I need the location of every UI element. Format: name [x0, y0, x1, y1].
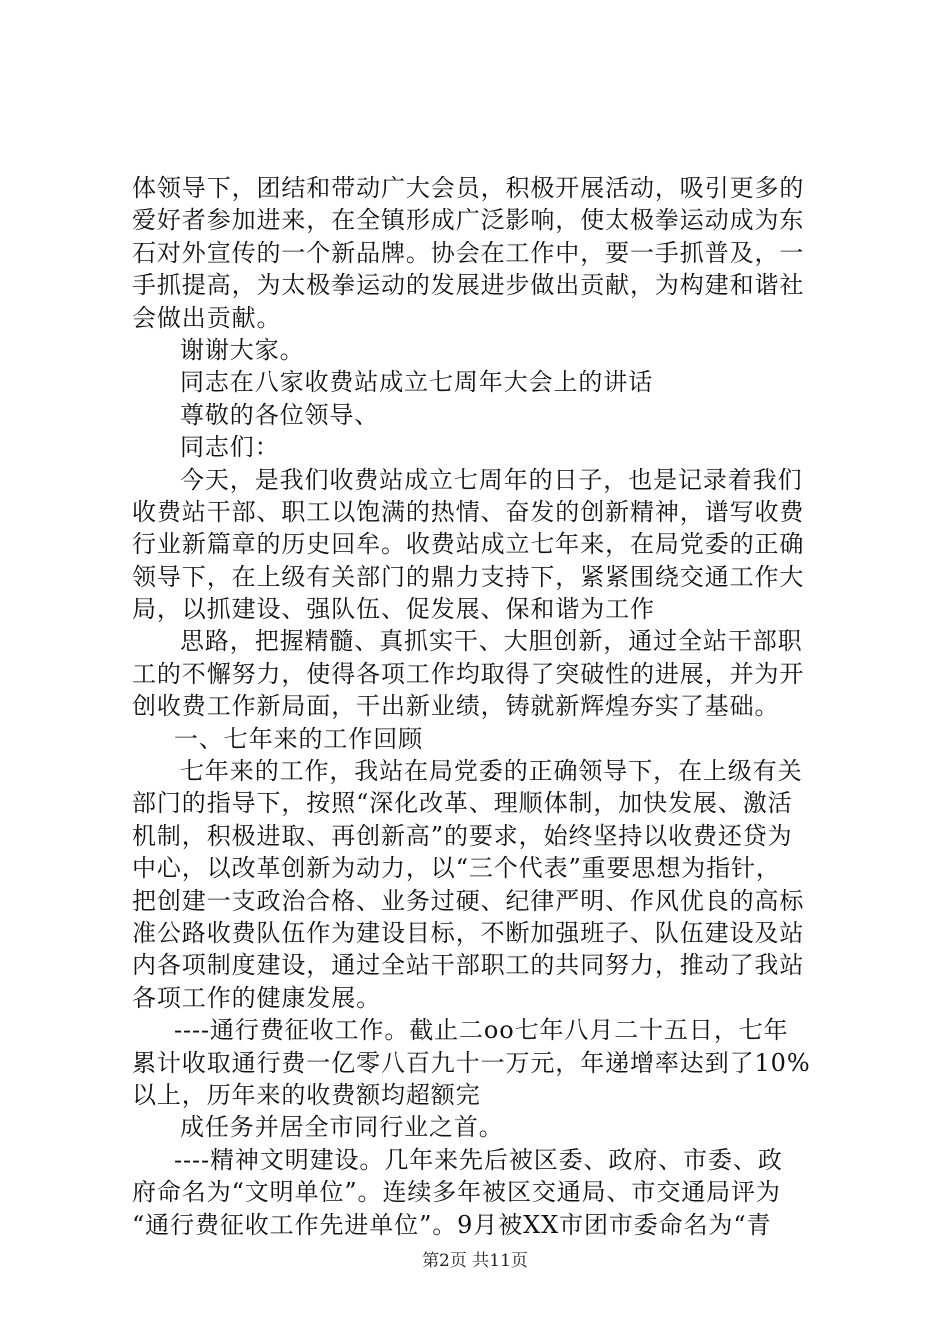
text-line: 创收费工作新局面，干出新业绩，铸就新辉煌夯实了基础。 — [132, 692, 780, 721]
text-line: 府命名为“文明单位”。连续多年被区交通局、市交通局评为 — [132, 1178, 781, 1207]
text-line: 体领导下，团结和带动广大会员，积极开展活动，吸引更多的 — [132, 174, 805, 202]
text-line: 以上，历年来的收费额均超额完 — [132, 1080, 481, 1109]
page-number-footer: 第2页 共11页 — [422, 1251, 528, 1271]
text-line: 收费站干部、职工以饱满的热情、奋发的创新精神，谱写收费 — [132, 497, 805, 526]
text-line: 内各项制度建设，通过全站干部职工的共同努力，推动了我站 — [132, 951, 805, 980]
text-line: 部门的指导下，按照“深化改革、理顺体制，加快发展、激活 — [132, 789, 793, 818]
speech-title: 同志在八家收费站成立七周年大会上的讲话 — [180, 368, 654, 397]
document-body — [132, 172, 832, 1241]
salutation: 同志们： — [180, 433, 280, 462]
text-line: 行业新篇章的历史回牟。收费站成立七年来，在局党委的正确 — [132, 530, 805, 559]
text-line: 累计收取通行费一亿零八百九十一万元，年递增率达到了10% — [132, 1048, 811, 1077]
text-line: 谢谢大家。 — [180, 335, 305, 364]
text-line: 领导下，在上级有关部门的鼎力支持下，紧紧围绕交通工作大 — [132, 562, 805, 591]
text-line: ----通行费征收工作。截止二oo七年八月二十五日，七年 — [174, 1016, 789, 1045]
text-line: 思路，把握精髓、真抓实干、大胆创新，通过全站干部职 — [180, 627, 803, 656]
text-line: 中心，以改革创新为动力，以“三个代表”重要思想为指针， — [132, 854, 781, 883]
text-line: 把创建一支政治合格、业务过硬、纪律严明、作风优良的高标 — [132, 886, 805, 915]
text-line: 成任务并居全市同行业之首。 — [180, 1113, 504, 1142]
text-line: 今天，是我们收费站成立七周年的日子，也是记录着我们 — [180, 465, 803, 494]
text-line: 工的不懈努力，使得各项工作均取得了突破性的进展，并为开 — [132, 659, 805, 688]
section-heading: 一、七年来的工作回顾 — [174, 724, 423, 753]
text-line: ----精神文明建设。几年来先后被区委、政府、市委、政 — [174, 1145, 783, 1174]
text-line: 各项工作的健康发展。 — [132, 983, 381, 1012]
text-line: 七年来的工作，我站在局党委的正确领导下，在上级有关 — [180, 757, 803, 786]
text-line: 机制，积极进取、再创新高”的要求，始终坚持以收费还贷为 — [132, 821, 793, 850]
text-line: 爱好者参加进来，在全镇形成广泛影响，使太极拳运动成为东 — [132, 206, 805, 235]
text-line: 局，以抓建设、强队伍、促发展、保和谐为工作 — [132, 595, 655, 624]
text-line: 石对外宣传的一个新品牌。协会在工作中，要一手抓普及，一 — [132, 238, 805, 267]
salutation: 尊敬的各位领导、 — [180, 400, 380, 429]
text-line: 手抓提高，为太极拳运动的发展进步做出贡献，为构建和谐社 — [132, 271, 805, 300]
text-line: 准公路收费队伍作为建设目标，不断加强班子、队伍建设及站 — [132, 918, 805, 947]
text-line: “通行费征收工作先进单位”。9月被XX市团市委命名为“青 — [132, 1210, 772, 1239]
text-line: 会做出贡献。 — [132, 303, 282, 332]
